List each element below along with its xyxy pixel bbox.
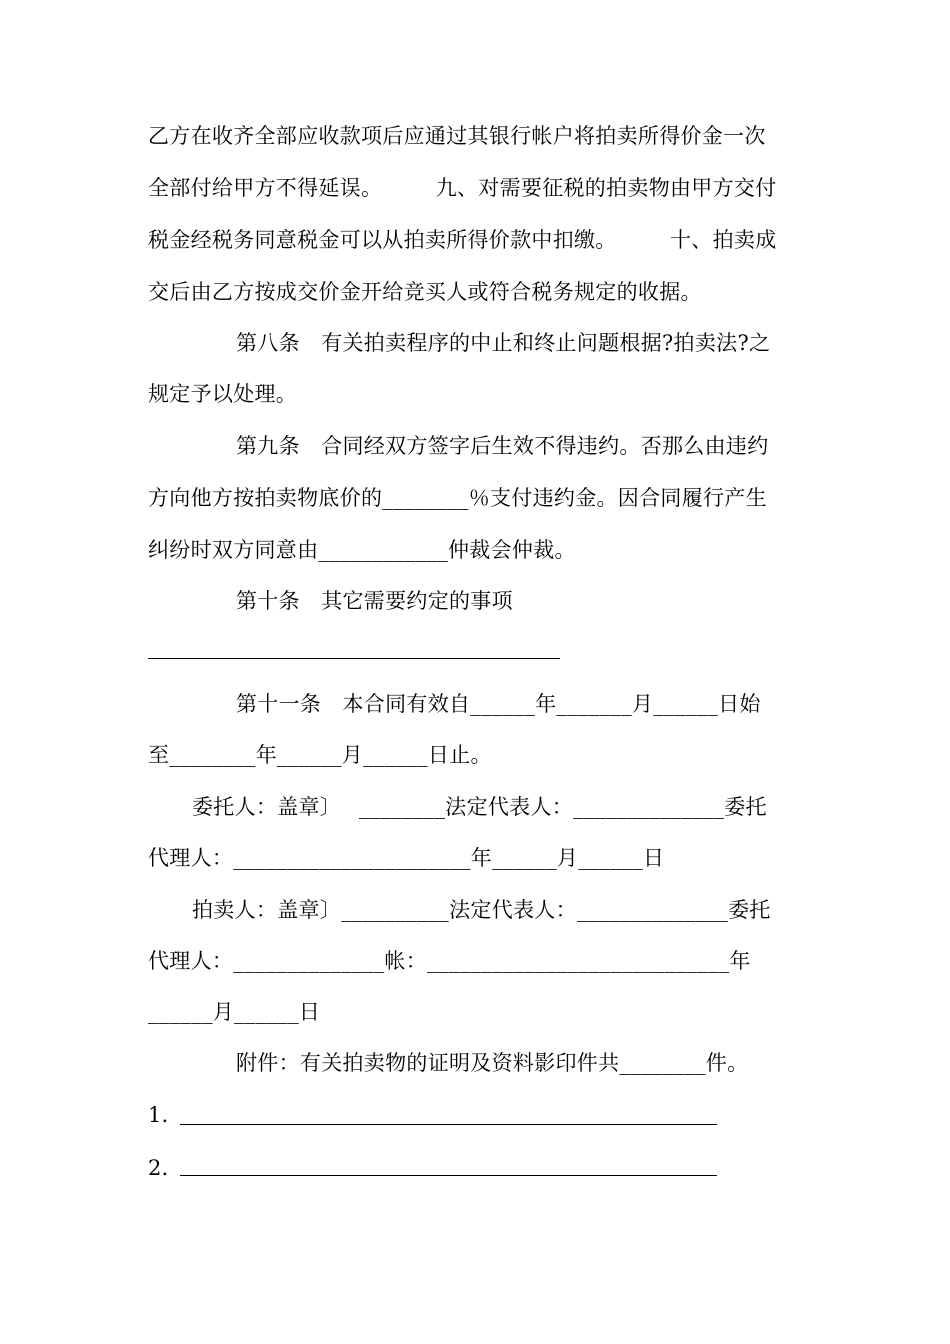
article-11-line: 至________年______月______日止。 [148, 743, 492, 767]
attachment-item-rule [180, 1124, 717, 1125]
article-8-line: 规定予以处理。 [148, 382, 298, 406]
paragraph-line: 交后由乙方按成交价金开给竞买人或符合税务规定的收据。 [148, 280, 702, 304]
article-9-line: 纠纷时双方同意由____________仲裁会仲裁。 [148, 538, 576, 562]
paragraph-line: 税金经税务同意税金可以从拍卖所得价款中扣缴。 十、拍卖成 [148, 228, 777, 252]
signature-line: 委托人：盖章〕 ________法定代表人：______________委托 [192, 795, 767, 819]
article-8-line: 第八条 有关拍卖程序的中止和终止问题根据?拍卖法?之 [236, 331, 771, 355]
attachment-item-number: 1． [148, 1103, 183, 1127]
signature-line: ______月______日 [148, 1000, 321, 1024]
article-11-line: 第十一条 本合同有效自______年_______月______日始 [236, 692, 761, 716]
attachment-line: 附件：有关拍卖物的证明及资料影印件共________件。 [236, 1051, 749, 1075]
signature-line: 代理人：______________帐：____________________________年 [148, 949, 751, 973]
blank-rule [148, 658, 560, 659]
article-9-line: 第九条 合同经双方签字后生效不得违约。否那么由违约 [236, 434, 769, 458]
signature-line: 代理人：______________________年______月______日 [148, 846, 665, 870]
article-10-line: 第十条 其它需要约定的事项 [236, 589, 513, 613]
attachment-item-number: 2． [148, 1156, 183, 1180]
article-9-line: 方向他方按拍卖物底价的________％支付违约金。因合同履行产生 [148, 486, 767, 510]
attachment-item-rule [180, 1175, 717, 1176]
signature-line: 拍卖人：盖章〕__________法定代表人：______________委托 [192, 898, 771, 922]
paragraph-line: 全部付给甲方不得延误。 九、对需要征税的拍卖物由甲方交付 [148, 176, 777, 200]
paragraph-line: 乙方在收齐全部应收款项后应通过其银行帐户将拍卖所得价金一次 [148, 124, 766, 148]
